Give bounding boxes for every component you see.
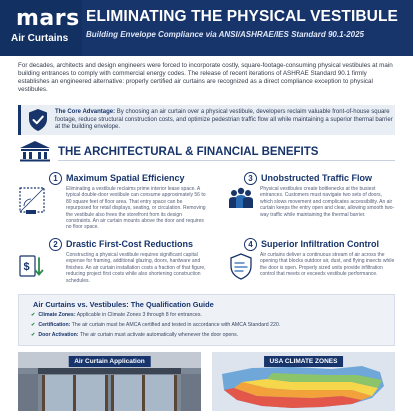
page-title: ELIMINATING THE PHYSICAL VESTIBULE [86, 8, 398, 25]
map-caption: USA CLIMATE ZONES [264, 356, 344, 367]
core-advantage-body: By choosing an air curtain over a physical vestibule, developers reclaim valuable front-of-house square footage, reduce structural construction costs, and optimize pedestrian traffic flow all while maintaining a superior thermal barrier at the building envelope. [55, 109, 393, 131]
benefit-title: Unobstructed Traffic Flow [261, 173, 373, 183]
cost-reduction-icon [18, 252, 47, 282]
core-advantage-text [55, 109, 393, 132]
guide-row [31, 322, 280, 328]
climate-zone-map [212, 352, 395, 411]
page-subtitle: Building Envelope Compliance via ANSI/ASHRAE/IES Standard 90.1-2025 [86, 30, 364, 39]
building-icon [18, 140, 52, 162]
guide-row-key: Climate Zones: [38, 312, 76, 318]
benefit-text-4: Air curtains deliver a continuous stream of air across the opening that blocks outdoor air, dust, and flying insects while the door is open. Properly sized units provide infiltration control that meets or exceeds vestibule performance. [260, 252, 395, 278]
benefits-section-title: THE ARCHITECTURAL & FINANCIAL BENEFITS [58, 146, 319, 158]
header-banner [0, 0, 413, 56]
benefit-number: 2 [49, 238, 62, 251]
benefit-number: 3 [244, 172, 257, 185]
benefit-number: 4 [244, 238, 257, 251]
guide-row [31, 332, 238, 338]
air-shield-icon [226, 252, 256, 282]
floor-plan-icon [18, 186, 47, 216]
benefit-number: 1 [49, 172, 62, 185]
application-photo [18, 352, 201, 411]
logo[interactable] [0, 0, 82, 56]
logo-subtitle: Air Curtains [11, 33, 69, 44]
guide-title: Air Curtains vs. Vestibules: The Qualification Guide [33, 300, 214, 309]
guide-row-text: The air curtain must be AMCA certified and tested in accordance with AMCA Standard 220. [71, 322, 281, 328]
guide-row-key: Certification: [38, 322, 71, 328]
people-group-icon [226, 186, 256, 214]
benefit-text-2: Constructing a physical vestibule requires significant capital expense for framing, additional glazing, doors, hardware and finishes. An air curtain installation costs a fraction of that figure, reducing project first costs while also shortening construction schedules. [66, 252, 206, 284]
core-advantage-label: The Core Advantage: [55, 109, 116, 115]
check-icon: ✔ [31, 332, 36, 338]
guide-row-key: Door Activation: [38, 332, 79, 338]
benefit-title: Superior Infiltration Control [261, 239, 379, 249]
guide-row-text: The air curtain must activate automatically whenever the door opens. [79, 332, 239, 338]
benefit-text-1: Eliminating a vestibule reclaims prime interior lease space. A typical double-door vestibule can consume approximately 56 to 80 square feet of floor area. That entry space can be repurposed for retail displays, seating, or circulation. Removing the vestibule also frees the storefront from its design constraints. An air curtain mounts above the door and requires no floor space. [66, 186, 206, 231]
core-advantage-callout [18, 105, 395, 135]
benefit-text-3: Physical vestibules create bottlenecks at the busiest entrances. Customers must navigate two sets of doors, which slows movement and complicates accessibility. An air curtain keeps the entry open and clear, allowing smooth two-way traffic while maintaining the thermal barrier. [260, 186, 395, 218]
check-icon: ✔ [31, 312, 36, 318]
check-icon: ✔ [31, 322, 36, 328]
shield-check-icon [27, 108, 49, 132]
benefits-section-header [18, 140, 395, 164]
benefit-title: Maximum Spatial Efficiency [66, 173, 185, 183]
section-divider [58, 160, 395, 161]
benefit-title: Drastic First-Cost Reductions [66, 239, 194, 249]
guide-row [31, 312, 202, 318]
svg-text:$: $ [23, 261, 30, 273]
guide-row-text: Applicable in Climate Zones 3 through 8 for entrances. [76, 312, 202, 318]
logo-wordmark: mars [16, 6, 80, 31]
intro-paragraph: For decades, architects and design engineers were forced to incorporate costly, square-footage-consuming physical vestibules at main building entrances to comply with commercial energy codes. The release of recent iterations of ASHRAE Standard 90.1 firmly establishes an engineered alternative: properly certified air curtains are recognized as a direct compliance exception to physical vestibules. [18, 62, 393, 94]
qualification-guide [18, 294, 395, 346]
photo-caption: Air Curtain Application [68, 356, 151, 367]
